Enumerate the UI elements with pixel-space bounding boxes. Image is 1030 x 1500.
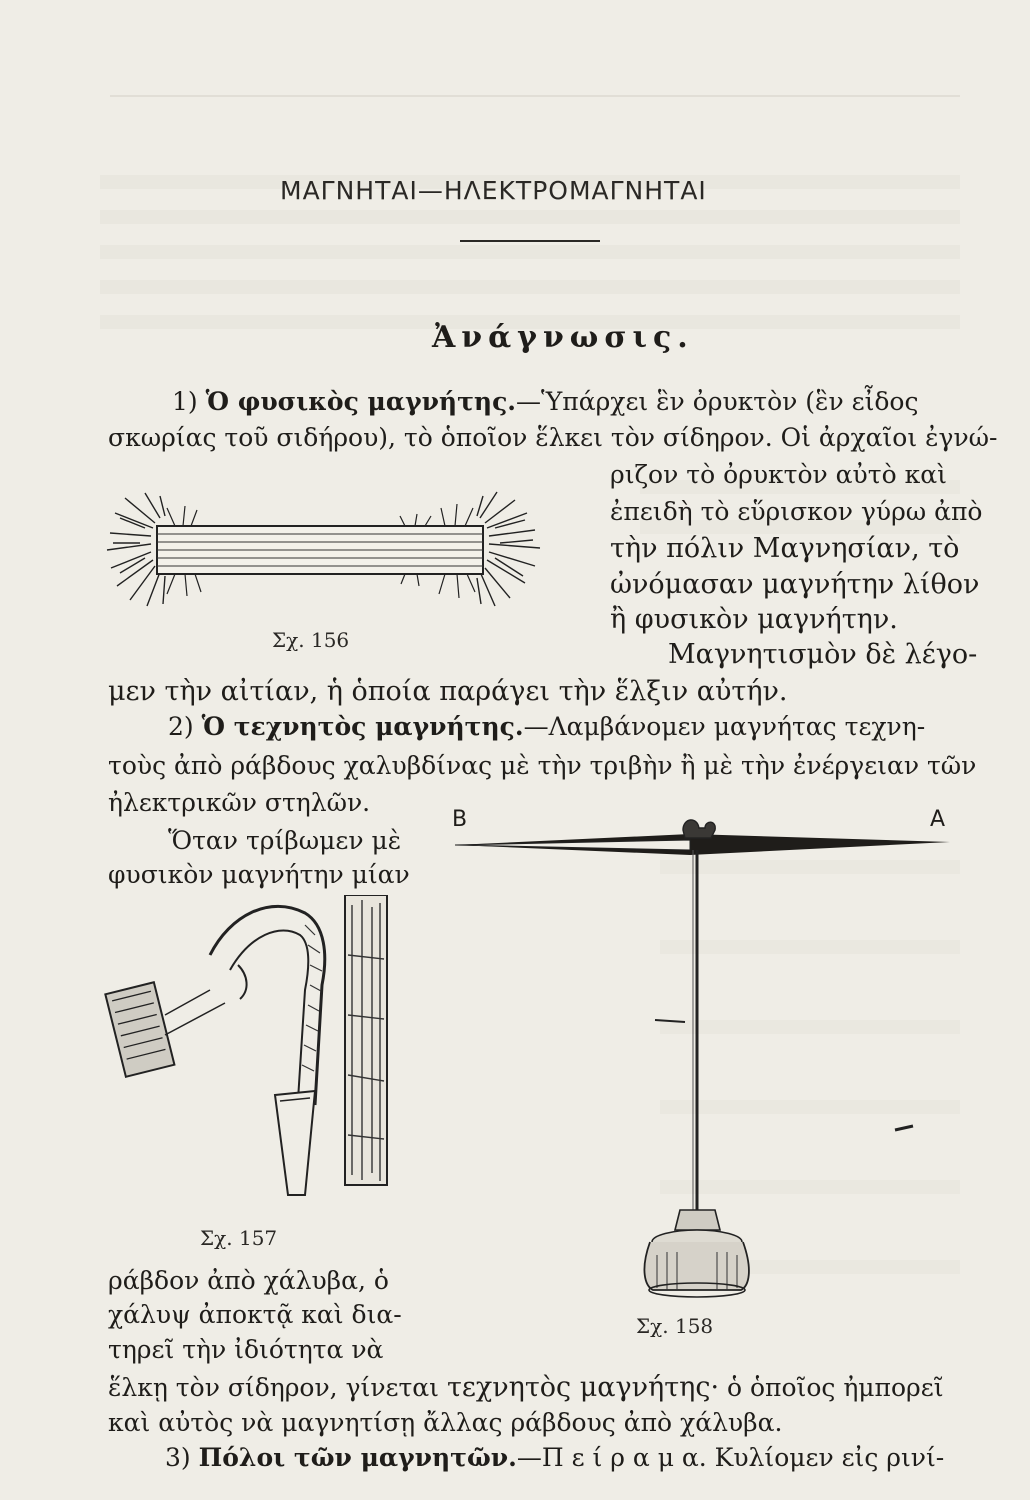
paragraph-3-heading: Πόλοι τῶν μαγνητῶν. bbox=[198, 1443, 517, 1472]
section-subheading: Ἀνάγνωσις. bbox=[432, 320, 694, 355]
figure-158-compass-needle bbox=[435, 800, 975, 1304]
magnetic-needle-stand bbox=[435, 800, 975, 1300]
figure-156-magnet-bar bbox=[105, 488, 545, 622]
paragraph-1-line-5: τὴν πόλιν Μαγνησίαν, τὸ bbox=[610, 533, 960, 564]
paragraph-2-line-3: ἠλεκτρικῶν στηλῶν. bbox=[108, 788, 371, 817]
paragraph-1-text: —Ὑπάρχει ἓν ὀρυκτὸν (ἓν εἶδος bbox=[516, 387, 919, 416]
paragraph-2-emphasis: τεχνητὸς μαγνήτης· bbox=[446, 1372, 720, 1403]
figure-158-label-a: A bbox=[930, 807, 946, 832]
paragraph-2-line-5: φυσικὸν μαγνήτην μίαν bbox=[108, 860, 410, 889]
paragraph-1-line-7: ἢ φυσικὸν μαγνήτην. bbox=[610, 604, 898, 635]
paragraph-2-heading: Ὁ τεχνητὸς μαγνήτης. bbox=[201, 712, 524, 741]
title-rule bbox=[460, 240, 600, 242]
paragraph-2-line-9-text: ἕλκῃ τὸν σίδηρον, γίνεται bbox=[108, 1373, 439, 1402]
paragraph-1-line-9: μεν τὴν αἰτίαν, ἡ ὁποία παράγει τὴν ἕλξιν αὐτήν. bbox=[108, 676, 788, 707]
rubbing-magnet-drawing bbox=[100, 895, 400, 1235]
paragraph-2-line-2: τοὺς ἀπὸ ράβδους χαλυβδίνας μὲ τὴν τριβὴν ἢ μὲ τὴν ἐνέργειαν τῶν bbox=[108, 751, 977, 780]
figure-156-caption: Σχ. 156 bbox=[272, 628, 350, 652]
paragraph-3-text: —Π ε ί ρ α μ α. Κυλίομεν εἰς ρινί- bbox=[516, 1443, 945, 1472]
paragraph-2-line-4: Ὅταν τρίβωμεν μὲ bbox=[168, 826, 402, 855]
paragraph-2-line-9 bbox=[108, 1373, 944, 1403]
paragraph-2-line-8: τηρεῖ τὴν ἰδιότητα νὰ bbox=[108, 1335, 384, 1364]
paragraph-1-heading: Ὁ φυσικὸς μαγνήτης. bbox=[205, 387, 517, 416]
paragraph-3-number: 3) bbox=[165, 1443, 191, 1472]
paragraph-1-line-8: Μαγνητισμὸν δὲ λέγο- bbox=[668, 639, 978, 670]
paragraph-3-line-1 bbox=[165, 1443, 944, 1473]
magnet-bar-illustration bbox=[105, 488, 545, 618]
paragraph-2-line-10: καὶ αὐτὸς νὰ μαγνητίσῃ ἄλλας ράβδους ἀπὸ χάλυβα. bbox=[108, 1408, 783, 1437]
paragraph-1-line-1 bbox=[172, 387, 918, 417]
figure-158-label-b: B bbox=[452, 807, 468, 832]
paragraph-2-line-9-end: ὁ ὁποῖος ἠμπορεῖ bbox=[727, 1373, 944, 1402]
paragraph-2-number: 2) bbox=[168, 712, 194, 741]
paragraph-2-line-1 bbox=[168, 712, 925, 742]
figure-157-caption: Σχ. 157 bbox=[200, 1226, 278, 1250]
paragraph-2-text: —Λαμβάνομεν μαγνήτας τεχνη- bbox=[523, 712, 926, 741]
paragraph-2-line-6: ράβδον ἀπὸ χάλυβα, ὁ bbox=[108, 1266, 389, 1295]
paragraph-1-line-4: ἐπειδὴ τὸ εὕρισκον γύρω ἀπὸ bbox=[610, 497, 983, 526]
paragraph-2-line-7: χάλυψ ἀποκτᾷ καὶ δια- bbox=[108, 1300, 402, 1329]
page-title: ΜΑΓΝΗΤΑΙ—ΗΛΕΚΤΡΟΜΑΓΝΗΤΑΙ bbox=[280, 176, 707, 205]
figure-157-rubbing-illustration bbox=[100, 895, 400, 1239]
paragraph-1-number: 1) bbox=[172, 387, 198, 416]
paragraph-1-line-3: ριζον τὸ ὀρυκτὸν αὐτὸ καὶ bbox=[610, 460, 947, 489]
paragraph-1-line-6: ὠνόμασαν μαγνήτην λίθον bbox=[610, 569, 980, 600]
figure-158-caption: Σχ. 158 bbox=[636, 1314, 714, 1338]
paragraph-1-line-2: σκωρίας τοῦ σιδήρου), τὸ ὁποῖον ἕλκει τὸν σίδηρον. Οἱ ἀρχαῖοι ἐγνώ- bbox=[108, 423, 998, 452]
